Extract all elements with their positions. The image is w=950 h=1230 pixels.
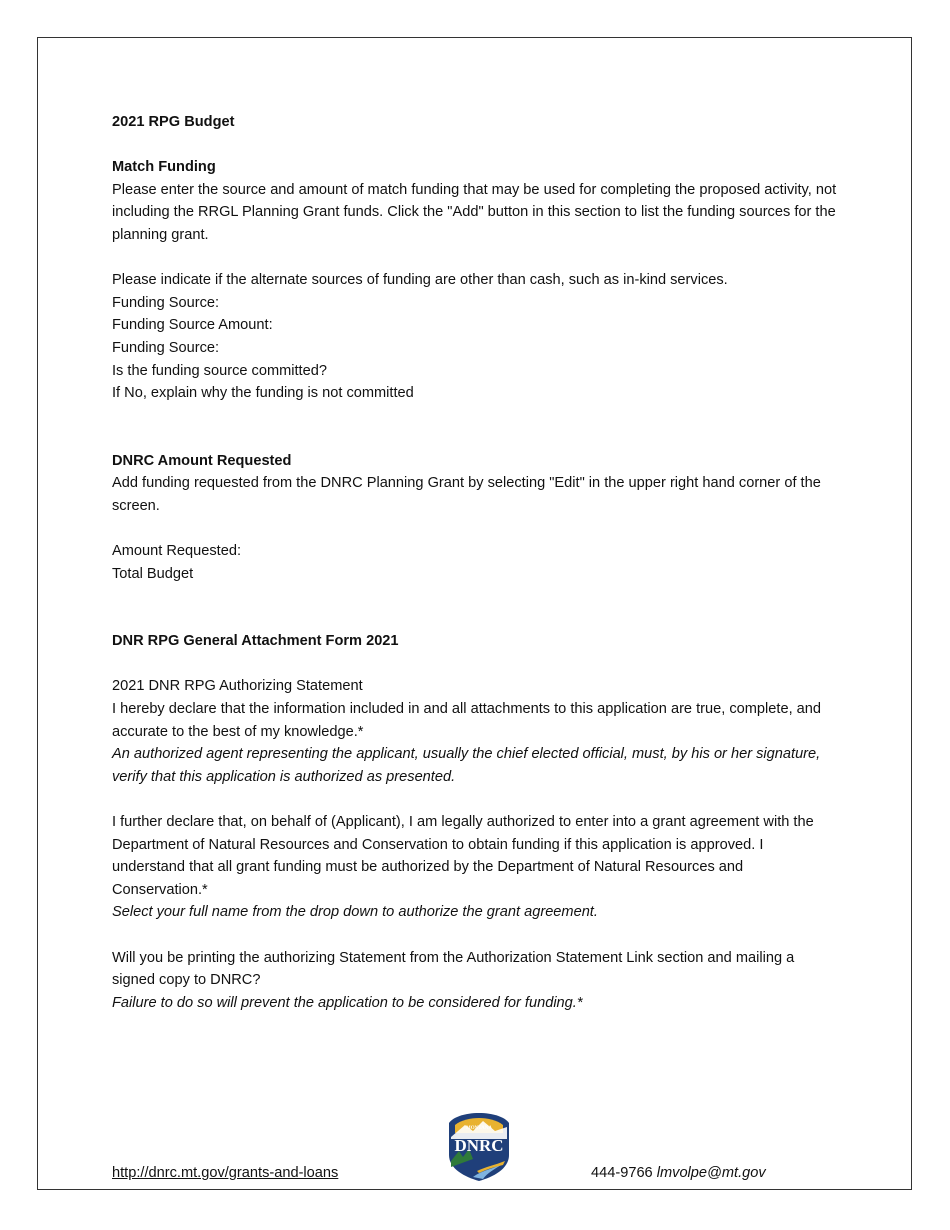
field-label: Total Budget [112,565,194,582]
phone-number: 444-9766 [591,1165,653,1181]
dnrc-logo-icon [443,1111,515,1183]
declaration-1-note: An authorized agent representing the applicant, usually the chief elected official, must, by his or her signature, verify that this application is authorized as presented. [112,746,821,785]
dnrc-amount-heading: DNRC Amount Requested [112,452,292,469]
field-label: If No, explain why the funding is not committed [112,385,414,402]
document-body [112,111,837,1014]
match-funding-intro: Please enter the source and amount of match funding that may be used for completing the proposed activity, not including the RRGL Planning Grant funds. Click the "Add" button in this section to list the funding sources for the planning grant. [112,181,837,243]
email-address[interactable]: lmvolpe@mt.gov [656,1165,766,1181]
statement-title: 2021 DNR RPG Authorizing Statement [112,678,363,695]
logo-top-text: MONTANA [465,1126,493,1131]
match-funding-heading: Match Funding [112,159,216,176]
logo-main-text: DNRC [454,1136,504,1155]
field-label: Amount Requested: [112,543,241,560]
declaration-2: I further declare that, on behalf of (Applicant), I am legally authorized to enter into a grant agreement with the Department of Natural Resources and Conservation to obtain funding if this application is approved. I understand that all grant funding must be authorized by the Department of Natural Resources and Conservation.* [112,814,814,898]
printing-question: Will you be printing the authorizing Statement from the Authorization Statement Link section and mailing a signed copy to DNRC? [112,949,795,989]
dnrc-amount-intro: Add funding requested from the DNRC Planning Grant by selecting "Edit" in the upper right hand corner of the screen. [112,475,821,514]
field-label: Funding Source Amount: [112,317,273,334]
declaration-2-note: Select your full name from the drop down to authorize the grant agreement. [112,904,598,921]
document-title: 2021 RPG Budget [112,114,235,130]
printing-note: Failure to do so will prevent the application to be considered for funding.* [112,994,583,1011]
grants-and-loans-link[interactable]: http://dnrc.mt.gov/grants-and-loans [112,1165,339,1181]
field-label: Funding Source: [112,339,220,356]
attachment-form-heading: DNR RPG General Attachment Form 2021 [112,633,399,650]
footer-contact [591,1165,766,1181]
field-label: Is the funding source committed? [112,362,327,379]
match-funding-note: Please indicate if the alternate sources of funding are other than cash, such as in-kind services. [112,272,728,289]
declaration-1: I hereby declare that the information included in and all attachments to this application are true, complete, and accurate to the best of my knowledge.* [112,701,822,740]
field-label: Funding Source: [112,294,220,311]
